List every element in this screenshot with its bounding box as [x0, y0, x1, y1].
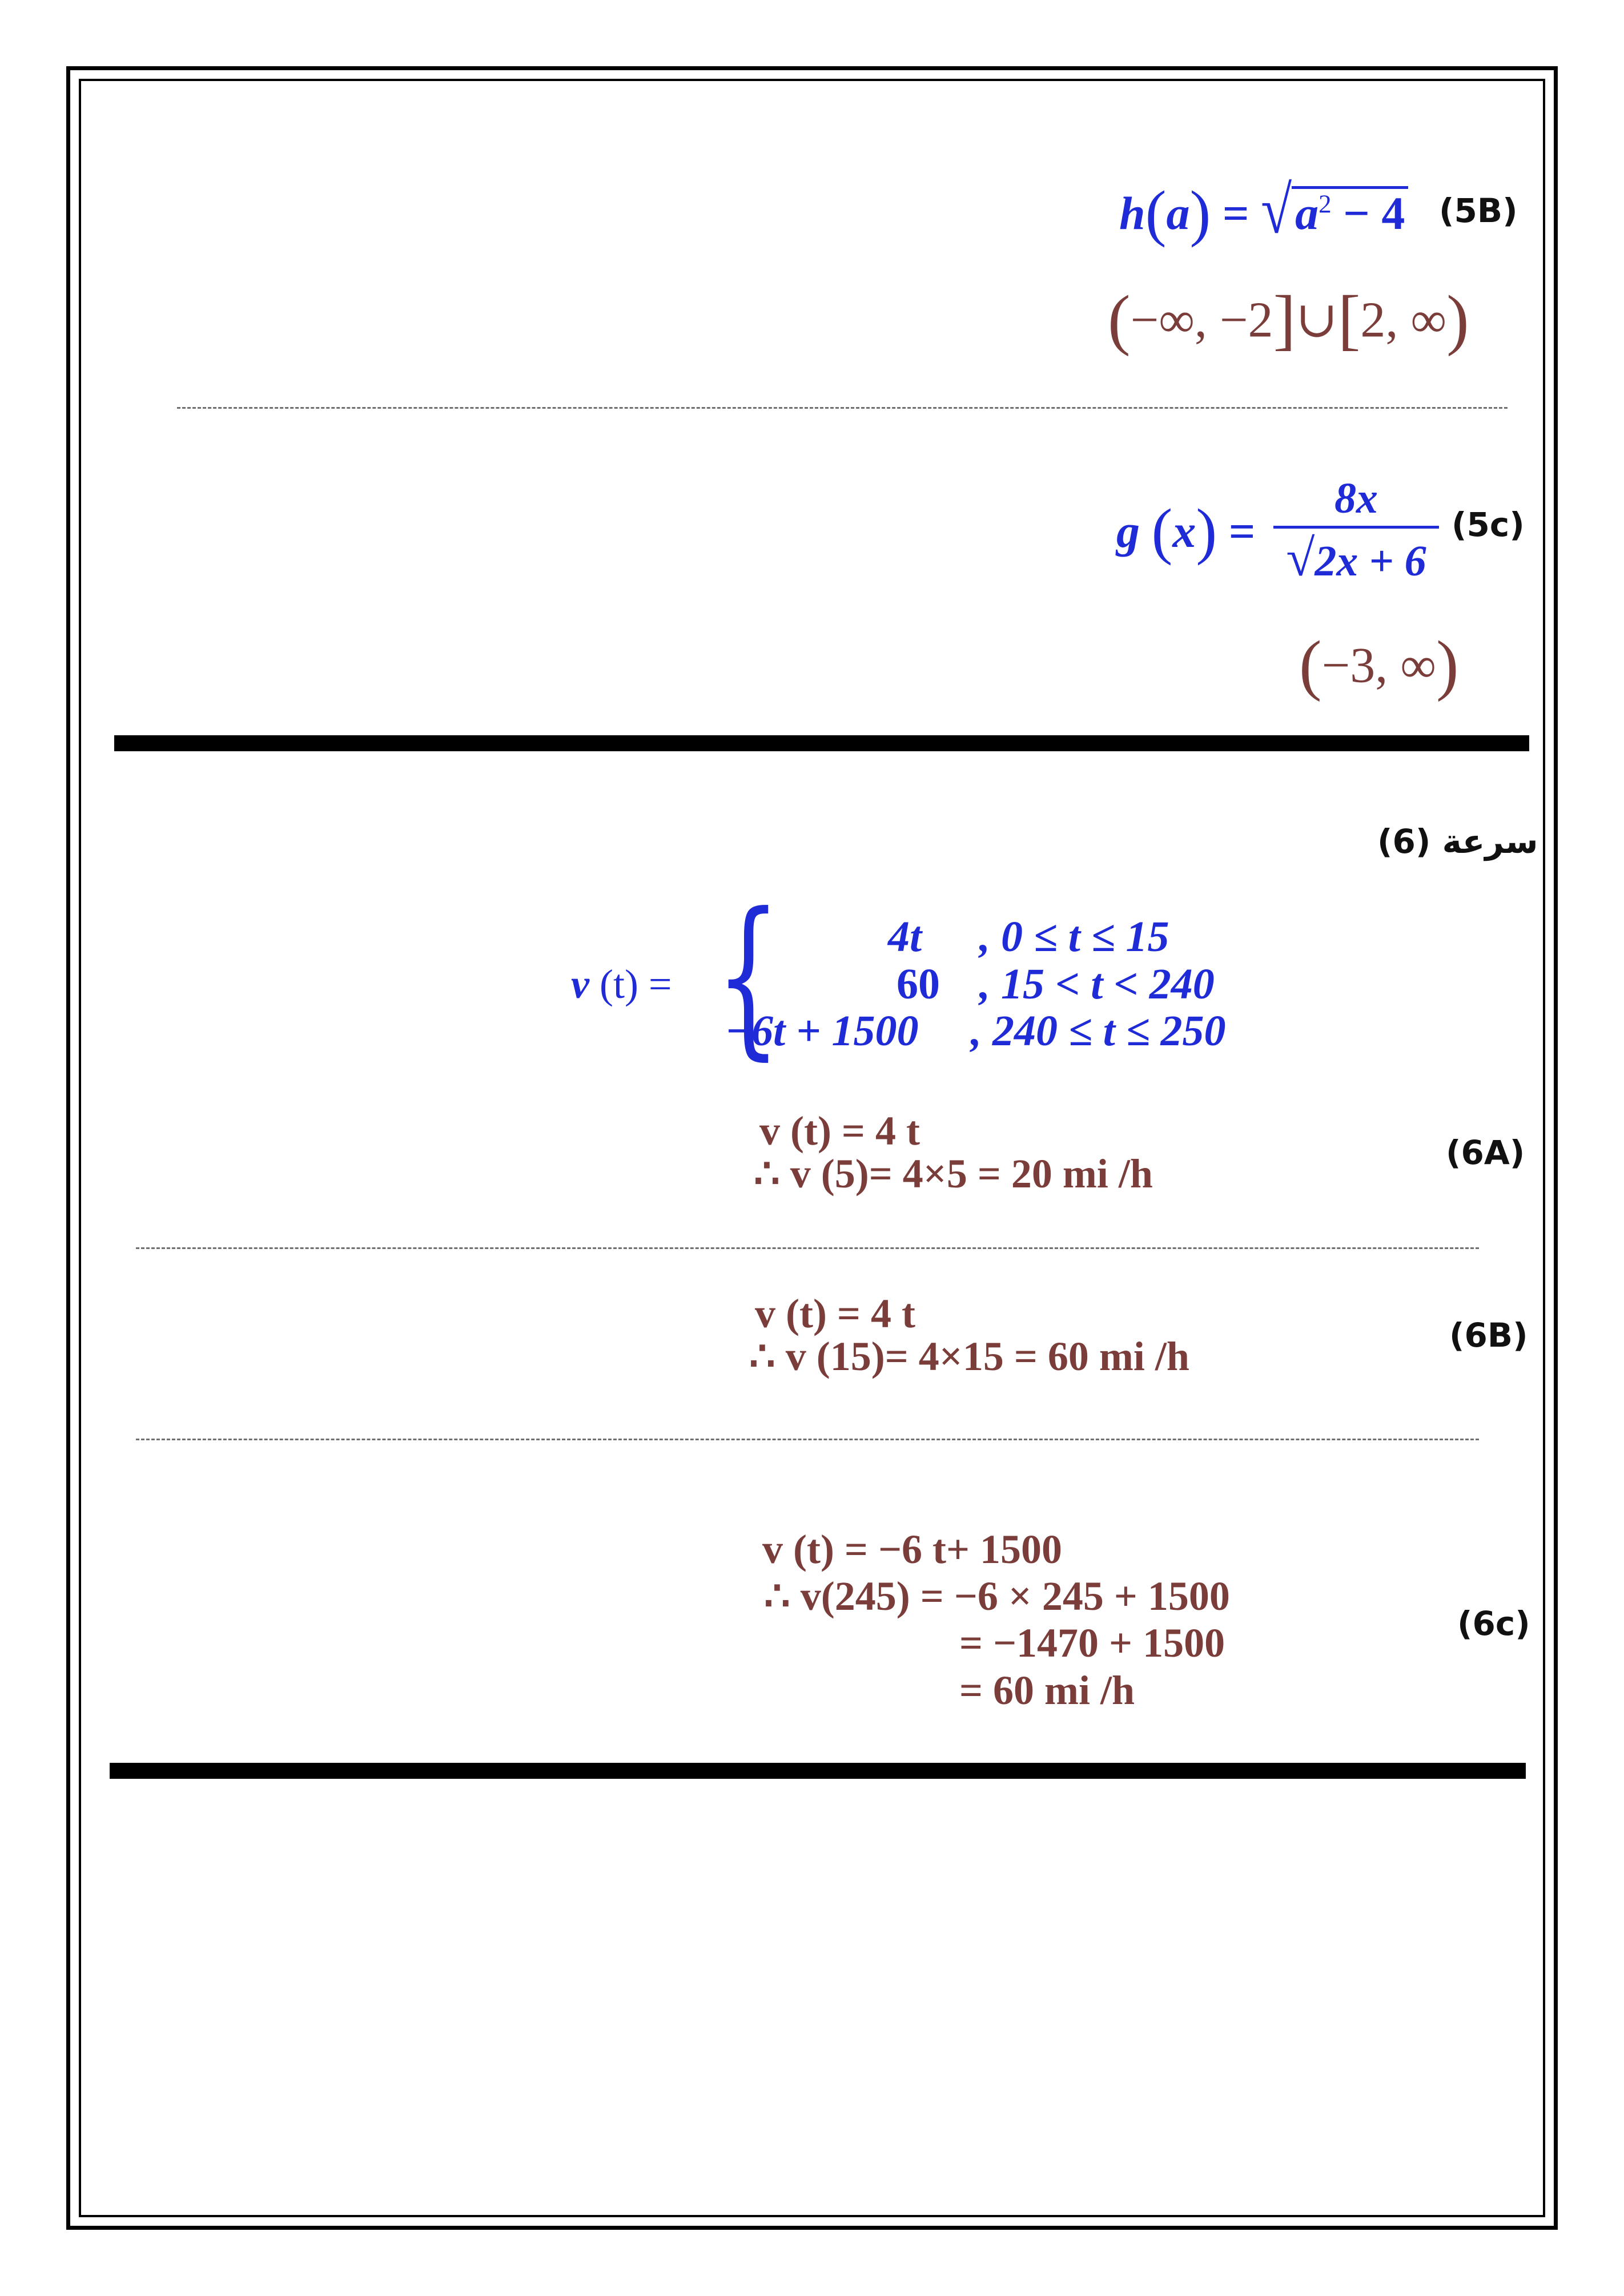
problem-6a-label: (6A): [1446, 1133, 1525, 1172]
function-name: h: [1119, 187, 1145, 240]
union-symbol: ∪: [1296, 292, 1338, 348]
problem-6c-line-3: = −1470 + 1500: [959, 1620, 1225, 1666]
problem-6a-line-2: ∴ v (5)= 4×5 = 20 mi /h: [754, 1151, 1153, 1197]
piecewise-lhs: v (t) =: [571, 961, 672, 1007]
denominator: √2x + 6: [1286, 529, 1426, 587]
problem-5b-answer: (−∞, −2]∪[2, ∞): [1108, 281, 1469, 357]
section-divider: [110, 1763, 1526, 1779]
problem-5c-label: (5c): [1452, 505, 1525, 544]
square-root: $√a^2 - 4$: [1261, 183, 1408, 239]
interval-right: 2, ∞: [1360, 292, 1447, 348]
radicand-base: a: [1295, 187, 1319, 240]
problem-5c-answer: (−3, ∞): [1299, 627, 1459, 702]
separator-dashed: [136, 1439, 1479, 1440]
problem-6c-line-2: ∴ v(245) = −6 × 245 + 1500: [764, 1573, 1230, 1619]
radicand-exponent: 2: [1319, 190, 1332, 219]
piecewise-brace: {: [715, 876, 781, 1076]
function-name: g: [1116, 505, 1140, 558]
problem-6c-line-4: = 60 mi /h: [959, 1667, 1135, 1713]
radicand-rest: − 4: [1331, 187, 1405, 240]
problem-5c-lhs: g (x) =: [1116, 496, 1256, 566]
section-divider: [114, 735, 1529, 751]
problem-6-label: سرعة (6): [1377, 822, 1538, 861]
function-variable: a: [1166, 187, 1190, 240]
interval-left: −∞, −2: [1130, 292, 1273, 348]
problem-6b-line-1: v (t) = 4 t: [755, 1291, 915, 1336]
problem-6c-label: (6c): [1457, 1604, 1530, 1643]
problem-5b-equation: $h(a) = √a^2 - 4$: [1119, 182, 1408, 245]
problem-5b-label: (5B): [1439, 191, 1518, 230]
problem-6b-label: (6B): [1449, 1316, 1528, 1355]
separator-dashed: [136, 1247, 1479, 1249]
problem-6c-line-1: v (t) = −6 t+ 1500: [762, 1526, 1062, 1572]
problem-5c-fraction: [1273, 474, 1439, 587]
numerator: 8x: [1334, 474, 1378, 522]
function-variable: x: [1172, 505, 1196, 558]
problem-6b-line-2: ∴ v (15)= 4×15 = 60 mi /h: [749, 1334, 1189, 1379]
separator-dashed: [177, 407, 1508, 409]
problem-6a-line-1: v (t) = 4 t: [759, 1108, 920, 1154]
